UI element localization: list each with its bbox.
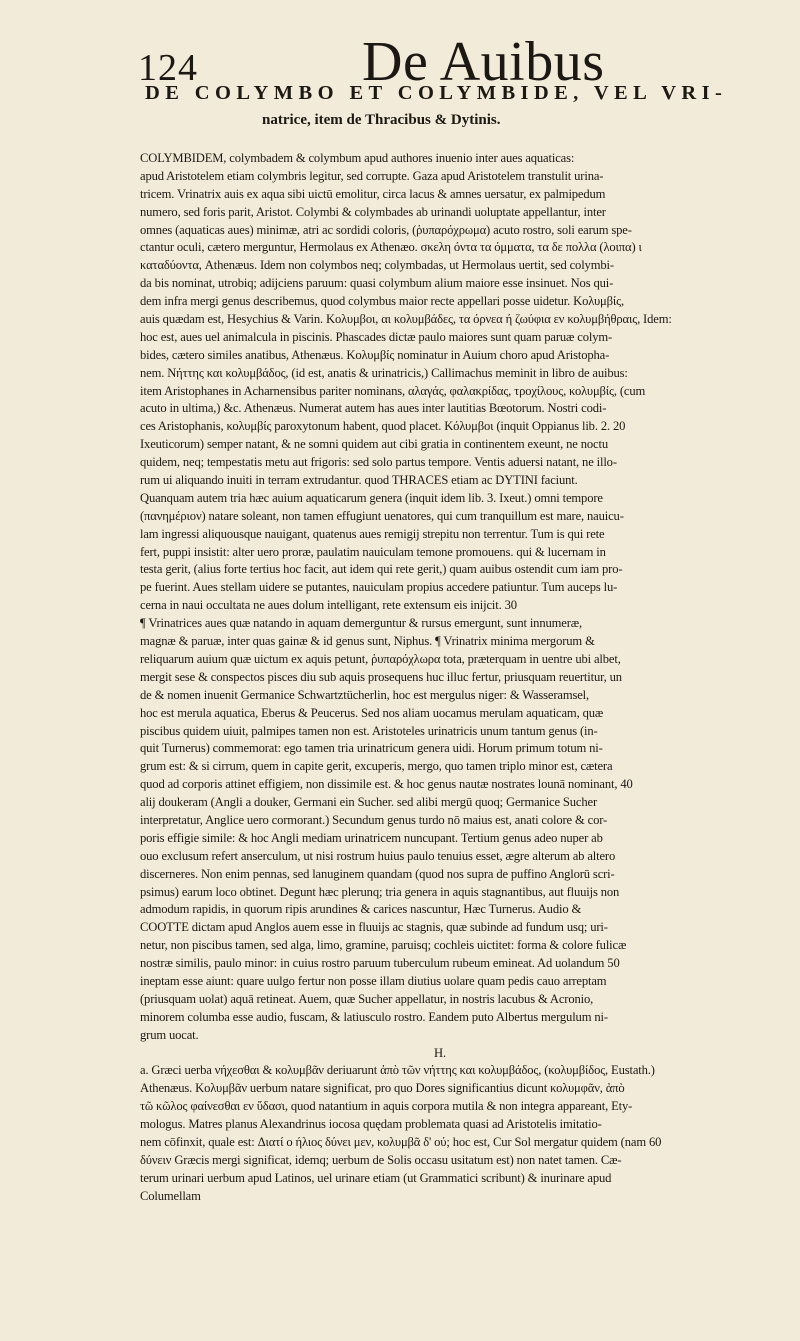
text-line: reliquarum auium quæ uictum ex aquis petunt, ῥυπαρόχλωρα tota, præterquam in uentre ubi albet,	[140, 651, 621, 666]
text-line: magnæ & paruæ, inter quas gainæ & id genus sunt, Niphus. ¶ Vrinatrix minima mergorum &	[140, 634, 595, 649]
running-head: De Auibus	[362, 31, 605, 93]
text-line: καταδύοντα, Athenæus. Idem non colymbos neq; colymbadas, ut Hermolaus uertit, sed colymbi-	[140, 258, 614, 273]
text-line: ¶ Vrinatrices aues quæ natando in aquam demerguntur & rursus emergunt, sunt innumeræ,	[140, 616, 582, 631]
text-line: acuto in ultima,) &c. Athenæus. Numerat autem has aues inter lautitias Bœotorum. Nostri codi-	[140, 401, 607, 416]
text-line: alij doukeram (Angli a douker, Germani ein Sucher. sed alibi mergū quoq; Germanice Sucher	[140, 795, 597, 810]
text-line: ineptam esse aiunt: quare uulgo fertur non posse illam diutius uolare quam pedis cauo arreptam	[140, 973, 607, 988]
text-line: quod ad corporis attinet effigiem, non dissimile est. & hoc genus nautæ nostrates lounā nominant, 40	[140, 777, 633, 792]
text-line: quit Turnerus) commemorat: ego tamen tria urinatricum genera uidi. Horum primum totum ni-	[140, 741, 603, 756]
text-line: nem cōfinxit, quale est: Διατί ο ήλιος δύνει μεν, κολυμβᾶ δ' ού; hoc est, Cur Sol mergatur quidem (nam 60	[140, 1134, 662, 1149]
text-line: psimus) earum loco obtinet. Degunt hæc plerunq; tria genera in aquis stagnantibus, aut fluuijs non	[140, 884, 620, 899]
text-line: pe fuerint. Aues stellam uidere se putantes, nauiculam propius accedere patiuntur. Tum auceps lu-	[140, 580, 618, 595]
text-line: COLYMBIDEM, colymbadem & colymbum apud authores inuenio inter aues aquaticas:	[140, 151, 575, 165]
text-line: numero, sed foris parit, Aristot. Colymbi & colymbades ab urinandi uoluptate appellantur, inter	[140, 204, 606, 219]
text-line: hoc est, aues uel animalcula in piscinis. Phascades dictæ paulo maiores sunt quam paruæ colym-	[140, 329, 613, 344]
text-line: dem infra mergi genus describemus, quod colymbus maior recte appellari posse uidetur. Κολυμβίς,	[140, 294, 624, 309]
text-line: Ixeuticorum) semper natant, & ne somni quidem aut cibi gratia in continentem exeunt, ne noctu	[140, 437, 608, 452]
body-text	[140, 150, 780, 1206]
page-number: 124	[138, 47, 198, 89]
text-line: cerna in naui occultata ne aues dolum intelligant, rete extensum eis inijcit. 30	[140, 598, 517, 613]
text-line: Columellam	[140, 1188, 201, 1203]
text-line: interpretatur, Anglice uero cormorant.) Secundum genus turdo nō maius est, anati colore & cor-	[140, 812, 608, 827]
text-line: testa gerit, (alius forte tertius hoc facit, aut idem qui rete gerit,) quam auibus ostendit cum iam pro-	[140, 562, 623, 577]
text-line: apud Aristotelem etiam colymbris legitur, sed corrupte. Gaza apud Aristotelem transtulit urina-	[140, 168, 604, 183]
text-line: netur, non piscibus tamen, sed alga, limo, gramine, paruisq; cochleis uictitet: forma & colore fulicæ	[140, 938, 627, 953]
text-line: hoc est merula aquatica, Eberus & Peucerus. Sed nos aliam uocamus merulam aquaticam, quæ	[140, 705, 604, 720]
text-line: ces Aristophanis, κολυμβίς paroxytonum habent, quod placet. Κόλυμβοι (inquit Oppianus lib. 2. 20	[140, 419, 626, 434]
text-line: τῶ κῶλος φαίνεσθαι εν ὕδασι, quod natantium in aquis corpora mutila & non integra appareant, Ety-	[140, 1099, 633, 1114]
text-line: (πανημέριον) natare soleant, non tamen effugiunt uenatores, qui cum tranquillum est mare, nauicu-	[140, 508, 624, 523]
text-line: nostræ similis, paulo minor: in cuius rostro paruum tuberculum rubeum emineat. Ad uolandum 50	[140, 956, 620, 971]
section-subtitle: natrice, item de Thracibus & Dytinis.	[262, 112, 501, 128]
text-line: quidem, neq; tempestatis metu aut frigoris: sed solo partus tempore. Ventis aduersi natant, ne illo-	[140, 455, 617, 470]
text-line: mergit sese & conspectos pisces diu sub aquis prosequens huc illuc fertur, priusquam reuertitur, un	[140, 669, 622, 684]
text-line: a. Græci uerba νήχεσθαι & κολυμβᾶν deriuarunt ἀπὸ τῶν νήττης και κολυμβάδος, (κολυμβίδος, Eustath.)	[140, 1063, 655, 1078]
text-line: ouo exclusum refert anserculum, ut nisi rostrum huius paulo tenuius esset, ægre alterum ab altero	[140, 848, 616, 863]
section-title: DE COLYMBO ET COLYMBIDE, VEL VRI-	[145, 82, 728, 104]
text-line: piscibus quidem uiuit, palmipes tamen non est. Aristoteles urinatricis unum tantum genus (in-	[140, 723, 598, 738]
text-line: mologus. Matres planus Alexandrinus iocosa quędam problemata quasi ad Aristotelis imitatio-	[140, 1117, 602, 1132]
text-line: da bis nominat, utrobiq; adijciens paruum: quasi colymbum alium maiore esse insinuet. Nos qui-	[140, 276, 614, 291]
text-line: item Aristophanes in Acharnensibus pariter nominans, αλαγάς, φαλακρίδας, τροχίλους, κολυμβίς, (cum	[140, 383, 646, 398]
text-line: auis quædam est, Hesychius & Varin. Κολυμβοι, αι κολυμβάδες, τα όρνεα ή ζωύφια εν κολυμβήθραις, Idem:	[140, 312, 672, 327]
text-line: COOTTE dictam apud Anglos auem esse in fluuijs ac stagnis, quæ subinde ad fundum usq; uri-	[140, 920, 608, 935]
text-line: grum uocat.	[140, 1027, 199, 1042]
text-line: (priusquam uolat) aquā retineat. Auem, quæ Sucher appellatur, in nostris lacubus & Acronio,	[140, 991, 594, 1006]
text-line: nem. Νήττης και κολυμβάδος, (id est, anatis & urinatricis,) Callimachus meminit in libro de auibus:	[140, 365, 628, 380]
text-line: terum urinari uerbum apud Latinos, uel urinare etiam (ut Grammatici scribunt) & inurinare apud	[140, 1170, 612, 1185]
text-line: bides, cætero similes anatibus, Athenæus. Κολυμβίς nominatur in Auium choro apud Aristopha-	[140, 347, 610, 362]
text-line: Athenæus. Κολυμβᾶν uerbum natare significat, pro quo Dores significantius dicunt κολυμφᾶν, ἀπὸ	[140, 1081, 625, 1096]
text-line: Quanquam autem tria hæc auium aquaticarum genera (inquit idem lib. 3. Ixeut.) omni tempore	[140, 490, 603, 505]
text-line: poris effigie simile: & hoc Angli mediam urinatricem nuncupant. Tertium genus adeo nuper ab	[140, 830, 603, 845]
text-line: lam ingressi aliquousque nauigant, quatenus aues remigij strepitu non terrentur. Tum is qui rete	[140, 526, 605, 541]
text-line: de & nomen inuenit Germanice Schwartztücherlin, hoc est mergulus niger: & Wasseramsel,	[140, 687, 590, 702]
text-line: omnes (aquaticas aues) minimæ, atri ac sordidi coloris, (ῥυπαρόχρωμα) acuto rostro, soli earum spe-	[140, 222, 632, 237]
text-line: grum est: & si cirrum, quem in capite gerit, excuperis, mergo, quo tamen triplo minor est, cætera	[140, 759, 613, 774]
text-line: minorem columba esse audio, fuscam, & latiusculo rostro. Eandem puto Albertus mergulum ni-	[140, 1009, 608, 1024]
text-line: tricem. Vrinatrix auis ex aqua sibi uictū emolitur, circa lacus & amnes uersatur, ex palmipedum	[140, 186, 606, 201]
text-line: H.	[434, 1045, 446, 1060]
text-line: ctantur oculi, cætero merguntur, Hermolaus ex Athenæo. σκελη όντα τα όμματα, τα δε πολλα (λοιπα) ι	[140, 240, 642, 255]
text-line: admodum rapidis, in quorum ripis arundines & carices nascuntur, Hæc Turnerus. Audio &	[140, 902, 582, 917]
text-line: rum ui aliquando inuiti in terram extrudantur. quod THRACES etiam ac DYTINI faciunt.	[140, 473, 578, 488]
text-line: δύνειν Græcis mergi significat, idemq; uerbum de Solis occasu usitatum est) non natet tamen. Cæ-	[140, 1152, 622, 1167]
text-line: fert, puppi insistit: alter uero proræ, paulatim nauiculam temone promouens. qui & lucernam in	[140, 544, 606, 559]
text-line: discerneres. Non enim pennas, sed lanuginem quandam (quod nos supra de puffino Anglorū scri-	[140, 866, 615, 881]
